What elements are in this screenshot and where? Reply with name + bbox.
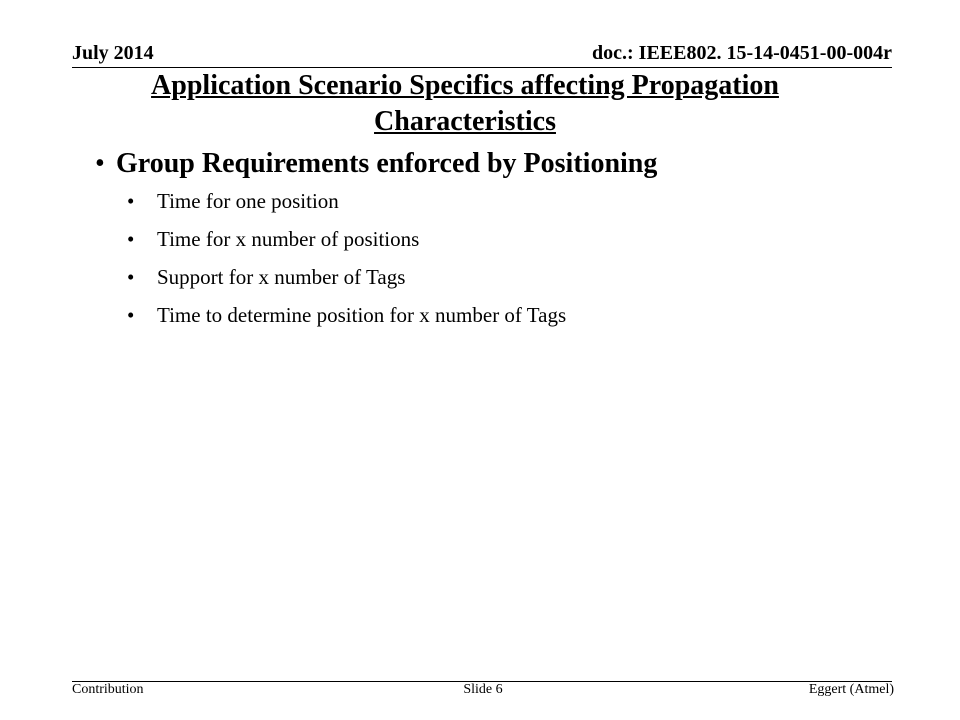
sub-bullet	[127, 264, 566, 290]
sub-bullet-text: Time to determine position for x number of Tags	[157, 303, 567, 327]
bullet-icon: •	[127, 227, 135, 251]
footer-contribution: Contribution	[72, 682, 144, 697]
sub-bullet-text: Time for one position	[157, 189, 339, 213]
footer-author: Eggert (Atmel)	[808, 682, 894, 697]
bullet-icon: •	[127, 265, 135, 289]
slide-footer	[72, 682, 894, 702]
sub-bullet	[127, 226, 566, 252]
sub-bullet	[127, 188, 566, 214]
bullet-icon: •	[127, 189, 135, 213]
sub-bullet-text: Support for x number of Tags	[157, 265, 406, 289]
sub-bullet-text: Time for x number of positions	[157, 227, 420, 251]
main-bullet	[95, 146, 658, 182]
bullet-icon: •	[127, 303, 135, 327]
main-bullet-text: Group Requirements enforced by Positioning	[116, 148, 658, 179]
slide-title: Application Scenario Specifics affecting Propagation Characteristics	[151, 70, 779, 137]
sub-bullet	[127, 302, 566, 328]
bullet-icon: •	[95, 148, 105, 179]
header-doc-id: doc.: IEEE802. 15-14-0451-00-004r	[592, 42, 892, 64]
header-date: July 2014	[72, 42, 154, 64]
sub-bullet-list	[127, 188, 566, 340]
slide-header	[72, 42, 892, 68]
footer-slide-number: Slide 6	[463, 682, 503, 697]
